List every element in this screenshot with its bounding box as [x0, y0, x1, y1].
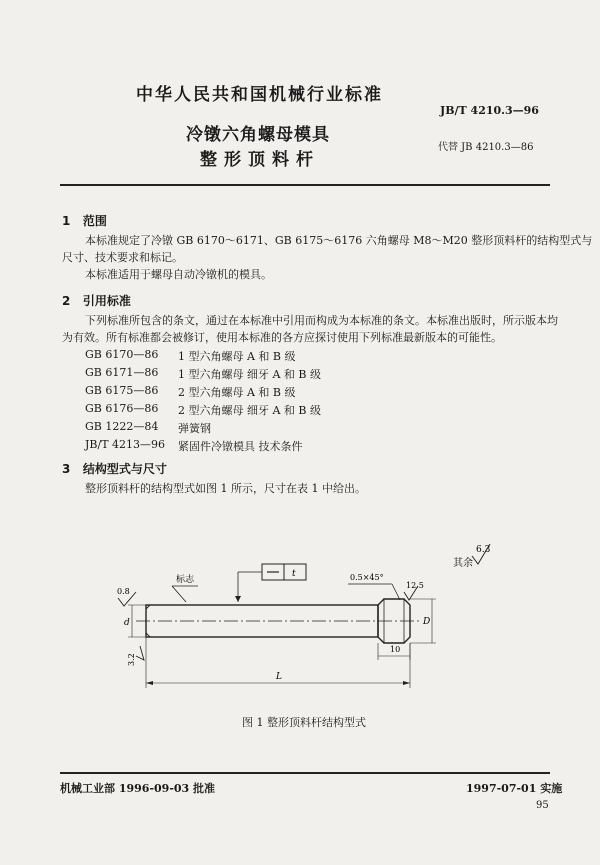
chamfer-label: 0.5×45° [350, 573, 384, 582]
section-number: 3 [62, 462, 71, 476]
section-1-para-1: 本标准规定了冷镦 GB 6170～6171、GB 6175～6176 六角螺母 M8～M20 整形顶料杆的结构型式与 [85, 234, 593, 247]
section-1-heading [62, 212, 107, 229]
roughness-left-value: 0.8 [117, 587, 130, 596]
figure-caption: 图 1 整形顶料杆结构型式 [242, 716, 366, 729]
dim-arrow-icon [403, 681, 410, 685]
approval-date: 机械工业部 1996-09-03 批准 [60, 782, 216, 795]
reference-code: GB 6176—86 [85, 402, 159, 415]
section-title: 结构型式与尺寸 [82, 462, 167, 476]
dim-d-label: d [124, 618, 130, 628]
section-1-para-2: 本标准适用于螺母自动冷镦机的模具。 [85, 268, 272, 281]
page-number: 95 [536, 800, 549, 811]
reference-code: GB 1222—84 [85, 420, 159, 433]
tolerance-value: t [292, 569, 296, 579]
dim-L-label: L [276, 672, 282, 682]
dim-head-label: 10 [390, 645, 401, 654]
reference-code: JB/T 4213—96 [85, 438, 166, 451]
other-roughness-label: 其余 [453, 558, 473, 569]
document-title-line1: 冷镦六角螺母模具 [186, 125, 330, 145]
roughness-head-value: 12.5 [406, 581, 424, 590]
section-2-para-1: 下列标准所包含的条文，通过在本标准中引用而构成为本标准的条文。本标准出版时，所示版本均 [85, 314, 558, 327]
reference-code: GB 6170—86 [85, 348, 159, 361]
section-3-heading [62, 460, 167, 477]
section-2-heading [62, 292, 131, 309]
standard-category-title: 中华人民共和国机械行业标准 [136, 85, 383, 105]
marking-leader [172, 586, 186, 602]
reference-name: 2 型六角螺母 细牙 A 和 B 级 [178, 404, 322, 417]
marking-label: 标志 [176, 575, 195, 585]
standard-number: JB/T 4210.3—96 [440, 104, 539, 117]
section-1-para-1-cont: 尺寸、技术要求和标记。 [62, 251, 183, 264]
reference-name: 2 型六角螺母 A 和 B 级 [178, 386, 296, 399]
reference-name: 1 型六角螺母 A 和 B 级 [178, 350, 296, 363]
section-number: 1 [62, 214, 71, 228]
roughness-bottom-value: 3.2 [127, 653, 136, 666]
tolerance-arrow-icon [235, 596, 241, 602]
chamfer-leader [392, 584, 400, 600]
reference-name: 1 型六角螺母 细牙 A 和 B 级 [178, 368, 322, 381]
reference-name: 弹簧钢 [178, 422, 211, 435]
roughness-check-icon [136, 646, 144, 660]
reference-code: GB 6171—86 [85, 366, 159, 379]
reference-name: 紧固件冷镦模具 技术条件 [178, 440, 303, 453]
dim-D-label: D [423, 617, 431, 627]
section-2-para-1-cont: 为有效。所有标准都会被修订，使用本标准的各方应探讨使用下列标准最新版本的可能性。 [62, 331, 502, 344]
footer-divider [60, 772, 550, 774]
figure-1-drawing [0, 530, 600, 710]
effective-date: 1997-07-01 实施 [466, 782, 563, 795]
reference-code: GB 6175—86 [85, 384, 159, 397]
replaces-standard: 代替 JB 4210.3—86 [438, 142, 534, 153]
dim-arrow-icon [146, 681, 153, 685]
other-roughness-value: 6.3 [476, 545, 491, 555]
section-title: 引用标准 [82, 294, 131, 308]
header-divider [60, 184, 550, 186]
section-3-para-1: 整形顶料杆的结构型式如图 1 所示，尺寸在表 1 中给出。 [85, 482, 366, 495]
document-title-line2: 整形顶料杆 [200, 150, 320, 170]
section-title: 范围 [82, 214, 107, 228]
section-number: 2 [62, 294, 71, 308]
